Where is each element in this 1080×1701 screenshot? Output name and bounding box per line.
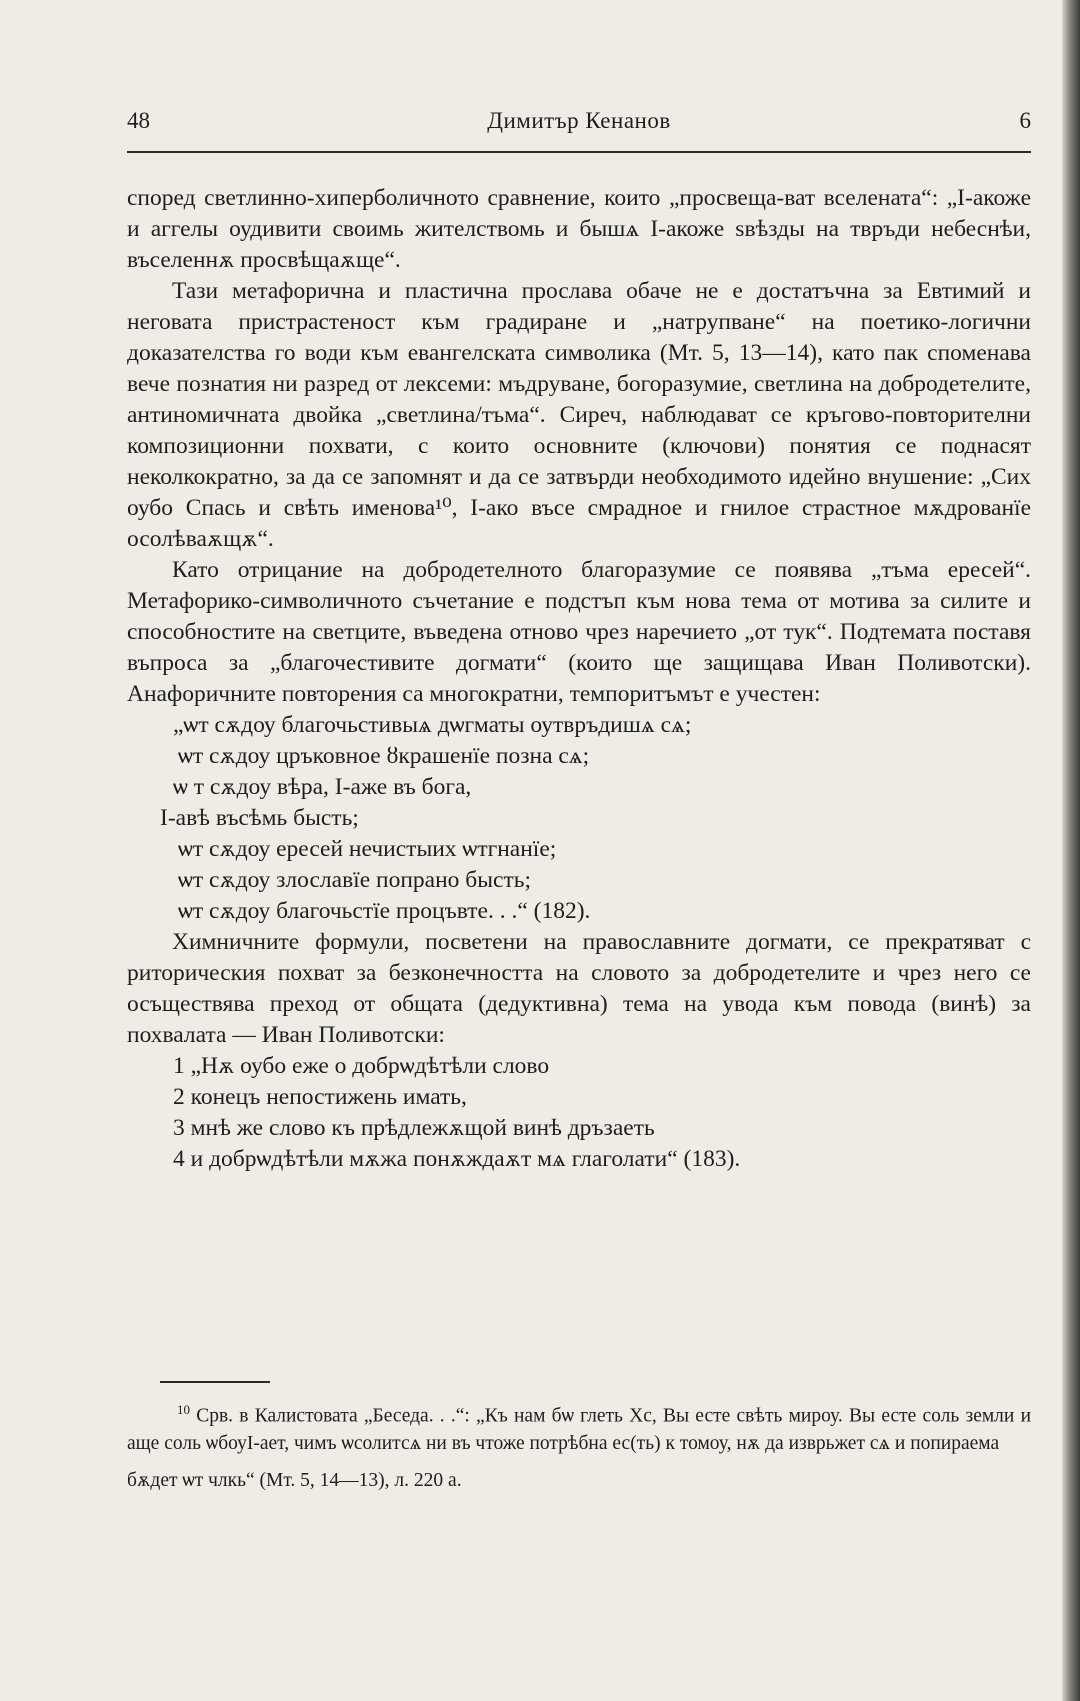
verse-line: ѡт сѫдоу цръковное ȣкрашенїе позна сѧ; (178, 743, 590, 769)
verse-line: 3 мнѣ же слово къ прѣдлежѫщой винѣ дръзаеть (173, 1115, 655, 1141)
paragraph-3: Като отрицание на добродетелното благоразумие се появява „тъма ересей“. Метафорико-символичното съчетание е подстъп към нова тема от мотива за силите и способностите на светците, въведена отново чрез наречието „от тук“. Подтемата поставя въпроса за „благочестивите догмати“ (които ще защищава Иван Поливотски). Анафоричните повторения са многократни, темпоритъмът е учестен: (127, 557, 1031, 707)
page-header (127, 104, 1031, 138)
footnote-text: Срв. в Калистовата „Беседа. . .“: „Къ нам бѡ глеть Хс, Вы есте свѣть мироу. Вы есте соль земли и аще соль ѡбоуІ-ает, чимъ ѡсолитсѧ ни въ чтоже потрѣбна ес(ть) к томоу, нѫ да изврьжет сѧ и попираема (127, 1405, 1032, 1454)
footnote-last-line: бѫдет ѡт члкь“ (Мт. 5, 14—13), л. 220 а. (127, 1469, 462, 1491)
header-rule (127, 151, 1031, 153)
verse-line: ѡ т сѫдоу вѣра, І-аже въ бога, (173, 774, 472, 800)
paragraph-4: Химничните формули, посветени на православните догмати, се прекратяват с риторическия похват за безконечността на словото за добродетелите и чрез него се осъществява преход от общата (дедуктивна) тема на увода към повода (винѣ) за похвалата — Иван Поливотски: (127, 929, 1031, 1048)
verse-line: 2 конецъ непостижень имать, (173, 1084, 467, 1110)
running-title: Димитър Кенанов (487, 108, 671, 133)
verse-line: ѡт сѫдоу благочьстїе процъвте. . .“ (182). (178, 898, 591, 924)
verse-line: ѡт сѫдоу злославїе попрано бысть; (178, 867, 531, 893)
footnote-rule (160, 1381, 270, 1383)
footnote (127, 1396, 1031, 1494)
page-number: 48 (127, 108, 150, 133)
paragraph-2: Тази метафорична и пластична прослава обаче не е достатъчна за Евтимий и неговата пристрастеност към градиране и „натрупване“ на поетико-логични доказателства го води към евангелската символика (Мт. 5, 13—14), като пак споменава вече познатия ни разред от лексеми: мъдруване, богоразумие, светлина на добродетелите, антиномичната двойка „светлина/тъма“. Сиреч, наблюдават се кръгово-повторителни композиционни похвати, с които основните (ключови) понятия се поднасят неколкократно, за да се запомнят и да се затвърди необходимото идейно внушение: „Сих оубо Спась и свѣть именова¹⁰, І-ако въсе смрадное и гнилое страстное мѫдрованїе осолѣваѫщѫ“. (127, 278, 1031, 552)
footnote-marker: 10 (177, 1402, 190, 1417)
chapter-number: 6 (1019, 108, 1031, 133)
book-spine-edge (1062, 0, 1080, 1701)
verse-block-1 (127, 710, 1031, 927)
paragraph-1: според светлинно-хиперболичното сравнение, които „просвеща-ват вселената“: „І-акоже и аггелы оудивити своимь жителствомь и бышѧ І-акоже ѕвѣзды на твръди небеснѣи, въселеннѫ просвѣщаѫще“. (127, 185, 1031, 273)
verse-line: 4 и добрѡдѣтѣли мѫжа понѫждаѫт мѧ глаголати“ (183). (173, 1146, 741, 1172)
verse-block-2 (127, 1051, 1031, 1175)
verse-line: „ѡт сѫдоу благочьстивыѧ дѡгматы оутвръдишѧ сѧ; (173, 712, 692, 738)
verse-line: І-авѣ въсѣмь бысть; (160, 805, 359, 831)
verse-line: 1 „Нѫ оубо еже о добрѡдѣтѣли слово (173, 1053, 550, 1079)
verse-line: ѡт сѫдоу ересей нечистыих ѡтгнанїе; (178, 836, 557, 862)
body-text (127, 183, 1031, 1175)
